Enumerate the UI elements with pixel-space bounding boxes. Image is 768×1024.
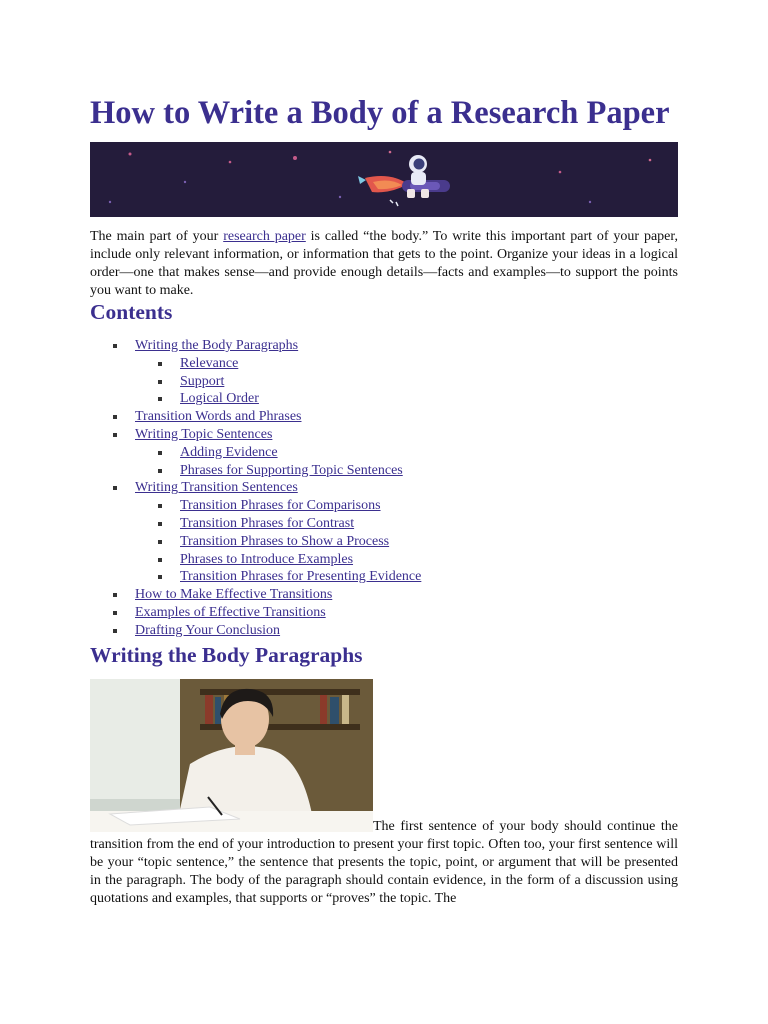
intro-text-start: The main part of your	[90, 229, 224, 244]
student-writing-photo	[90, 679, 373, 832]
toc-item	[90, 373, 678, 391]
intro-paragraph	[90, 228, 678, 300]
toc-link[interactable]: Transition Words and Phrases	[135, 409, 302, 425]
bullet-icon	[113, 593, 117, 597]
toc-link[interactable]: Transition Phrases for Comparisons	[180, 498, 381, 514]
toc-item	[90, 408, 678, 426]
toc-item	[90, 515, 678, 533]
toc-item	[90, 497, 678, 515]
toc-link[interactable]: Support	[180, 373, 225, 389]
bullet-icon	[113, 629, 117, 633]
toc-link[interactable]: Writing Topic Sentences	[135, 426, 273, 442]
toc-item	[90, 622, 678, 640]
toc-item	[90, 337, 678, 355]
bullet-icon	[158, 558, 162, 562]
toc-item	[90, 444, 678, 462]
toc-link[interactable]: Transition Phrases for Presenting Evidence	[180, 569, 422, 585]
toc-item	[90, 568, 678, 586]
toc-link[interactable]: Adding Evidence	[180, 444, 278, 460]
astronaut-rocket-illustration	[90, 142, 678, 217]
toc-link[interactable]: Transition Phrases for Contrast	[180, 515, 355, 531]
bullet-icon	[113, 433, 117, 437]
toc-link[interactable]: Drafting Your Conclusion	[135, 622, 281, 638]
section-heading-body-paragraphs: Writing the Body Paragraphs	[90, 643, 363, 667]
bullet-icon	[158, 575, 162, 579]
toc-item	[90, 479, 678, 497]
toc-item	[90, 551, 678, 569]
bullet-icon	[158, 451, 162, 455]
toc-item	[90, 355, 678, 373]
bullet-icon	[158, 362, 162, 366]
toc-item	[90, 586, 678, 604]
bullet-icon	[158, 380, 162, 384]
toc-link[interactable]: Transition Phrases to Show a Process	[180, 533, 390, 549]
bullet-icon	[158, 522, 162, 526]
toc-item	[90, 390, 678, 408]
toc-link[interactable]: How to Make Effective Transitions	[135, 587, 333, 603]
toc-link[interactable]: Logical Order	[180, 391, 259, 407]
research-paper-link[interactable]: research paper	[223, 229, 306, 244]
bullet-icon	[158, 504, 162, 508]
contents-heading: Contents	[90, 300, 173, 324]
toc-link[interactable]: Phrases for Supporting Topic Sentences	[180, 462, 403, 478]
body-paragraph	[90, 818, 678, 908]
toc-link[interactable]: Phrases to Introduce Examples	[180, 551, 354, 567]
bullet-icon	[113, 486, 117, 490]
body-paragraph-text: The first sentence of your body should continue the transition from the end of your introduction to present your first topic. Often too, your first sentence will be your “topic sentence,” the sentence that presents the topic, point, or argument that will be presented in the paragraph. The body of the paragraph should contain evidence, in the form of a discussion using quotations and examples, that supports or “proves” the topic. The	[90, 819, 678, 906]
toc-link[interactable]: Writing the Body Paragraphs	[135, 338, 299, 353]
bullet-icon	[158, 540, 162, 544]
student-writing-illustration	[90, 679, 373, 832]
bullet-icon	[113, 415, 117, 419]
toc-item	[90, 462, 678, 480]
banner-image	[90, 142, 678, 217]
bullet-icon	[113, 344, 117, 348]
bullet-icon	[158, 469, 162, 473]
toc-link[interactable]: Writing Transition Sentences	[135, 480, 298, 496]
page-title: How to Write a Body of a Research Paper	[90, 95, 670, 131]
toc-link[interactable]: Examples of Effective Transitions	[135, 604, 326, 620]
toc-item	[90, 426, 678, 444]
table-of-contents	[90, 337, 678, 640]
toc-link[interactable]: Relevance	[180, 355, 239, 371]
intro-text-end: is called “the body.” To write this important part of your paper, include only relevant information, or information that gets to the point. Organize your ideas in a logical order—one that makes sense—and provide enough details—facts and examples—to support the points you want to make.	[90, 229, 678, 298]
bullet-icon	[113, 611, 117, 615]
toc-item	[90, 533, 678, 551]
toc-item	[90, 604, 678, 622]
bullet-icon	[158, 397, 162, 401]
